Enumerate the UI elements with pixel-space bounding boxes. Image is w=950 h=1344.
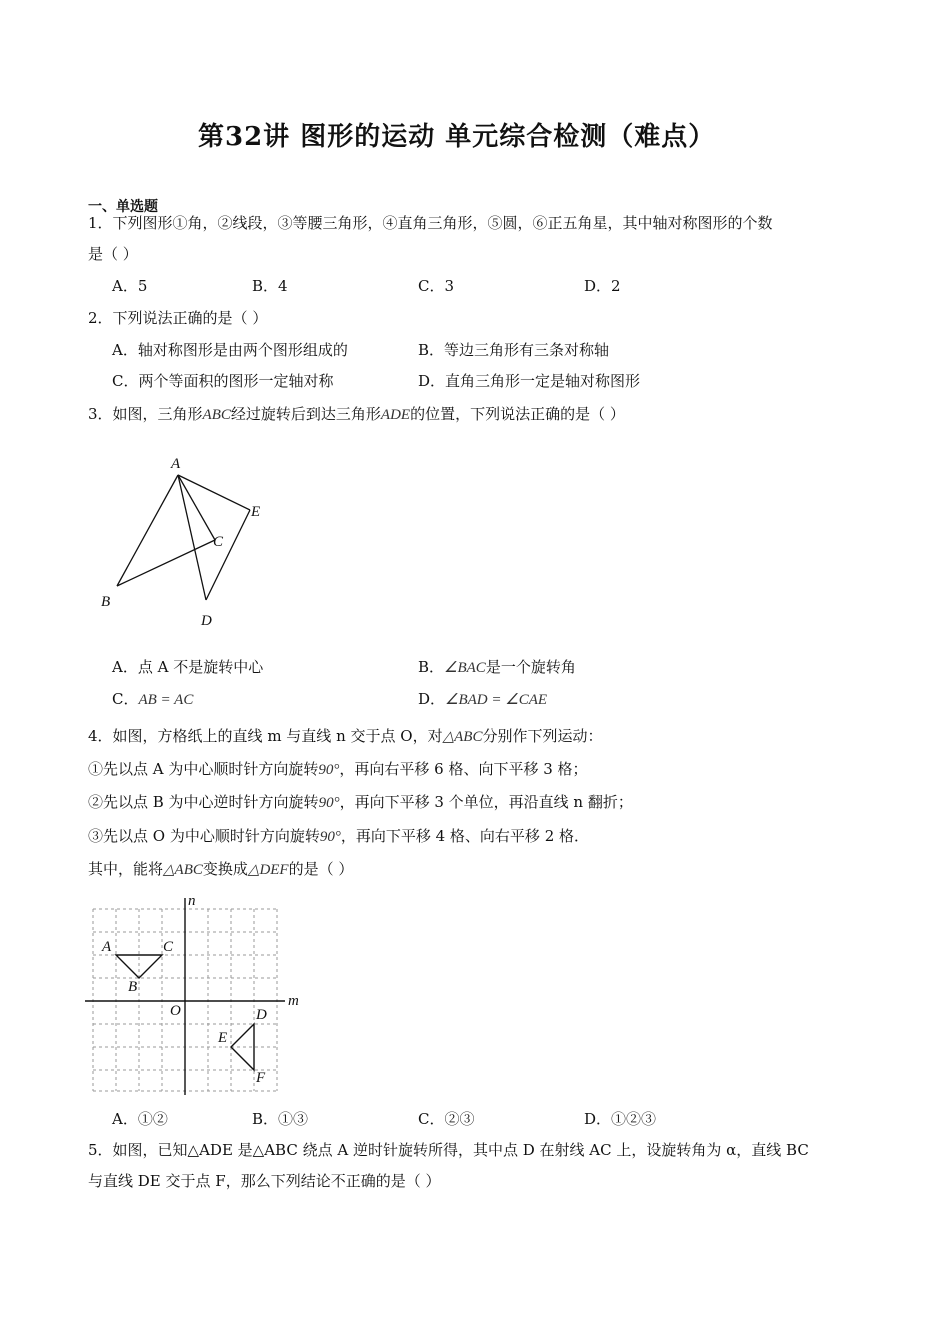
q3-segment-ab: [117, 475, 178, 586]
q4-label-m: m: [288, 993, 299, 1009]
q4-stem-line1: 4．如图，方格纸上的直线 m 与直线 n 交于点 O，对△ABC分别作下列运动：: [88, 727, 603, 745]
q4-label-b: B: [128, 979, 138, 995]
q4-step-1: ①先以点 A 为中心顺时针方向旋转90°，再向右平移 6 格、向下平移 3 格；: [88, 760, 588, 778]
q4-label-o: O: [170, 1003, 181, 1019]
q3-segment-ae: [178, 475, 250, 510]
q4-step-3: ③先以点 O 为中心顺时针方向旋转90°，再向下平移 4 格、向右平移 2 格．: [88, 827, 590, 845]
q4-label-d: D: [256, 1007, 267, 1023]
q4-label-f: F: [256, 1070, 266, 1086]
q2-option-a[interactable]: A．轴对称图形是由两个图形组成的: [112, 341, 348, 359]
q2-option-b[interactable]: B．等边三角形有三条对称轴: [418, 341, 610, 359]
q1-stem-line1: 1．下列图形①角，②线段，③等腰三角形，④直角三角形，⑤圆，⑥正五角星，其中轴对称图形的个数: [88, 214, 773, 232]
q4-grid-figure: [80, 890, 310, 1102]
q2-stem: 2．下列说法正确的是（ ）: [88, 309, 268, 327]
q3-segment-bc: [117, 540, 215, 586]
q3-option-d[interactable]: D．∠BAD = ∠CAE: [418, 690, 548, 708]
q1-option-b[interactable]: B．4: [252, 277, 288, 295]
q1-option-d[interactable]: D．2: [584, 277, 621, 295]
q3-label-e: E: [251, 504, 261, 520]
q1-option-a[interactable]: A．5: [112, 277, 148, 295]
q5-stem-line1: 5．如图，已知△ADE 是△ABC 绕点 A 逆时针旋转所得，其中点 D 在射线 AC 上，设旋转角为 α，直线 BC: [88, 1141, 809, 1159]
q3-math-abc: ABC: [202, 407, 231, 423]
q1-stem-line2: 是（ ）: [88, 245, 138, 263]
q3-label-d: D: [201, 613, 212, 629]
q3-math-ade: ADE: [380, 407, 411, 423]
q4-option-d[interactable]: D．①②③: [584, 1110, 657, 1128]
q4-label-a: A: [102, 939, 112, 955]
q4-option-a[interactable]: A．①②: [112, 1110, 168, 1128]
q4-label-e: E: [218, 1030, 228, 1046]
section-heading: 一、单选题: [88, 199, 158, 215]
q3-label-c: C: [213, 534, 224, 550]
q4-step-2: ②先以点 B 为中心逆时针方向旋转90°，再向下平移 3 个单位，再沿直线 n 翻折；: [88, 793, 633, 811]
q3-segment-ad: [178, 475, 206, 600]
q5-stem-line2: 与直线 DE 交于点 F，那么下列结论不正确的是（ ）: [88, 1172, 441, 1190]
q3-label-a: A: [171, 456, 181, 472]
q2-option-c[interactable]: C．两个等面积的图形一定轴对称: [112, 372, 334, 390]
q3-stem: 3．如图，三角形ABC经过旋转后到达三角形ADE的位置，下列说法正确的是（ ）: [88, 405, 625, 423]
q1-option-c[interactable]: C．3: [418, 277, 455, 295]
q4-option-b[interactable]: B．①③: [252, 1110, 309, 1128]
q3-segment-de: [206, 510, 250, 600]
q3-figure: [95, 448, 275, 633]
q3-option-b[interactable]: B．∠BAC是一个旋转角: [418, 658, 576, 676]
page-title: 第32讲 图形的运动 单元综合检测（难点）: [198, 122, 716, 152]
q4-option-c[interactable]: C．②③: [418, 1110, 475, 1128]
q2-option-d[interactable]: D．直角三角形一定是轴对称图形: [418, 372, 641, 390]
q3-option-a[interactable]: A．点 A 不是旋转中心: [112, 658, 264, 676]
q4-label-c: C: [163, 939, 174, 955]
q3-label-b: B: [101, 594, 111, 610]
q4-label-n: n: [188, 893, 196, 909]
q4-question: 其中，能将△ABC变换成△DEF的是（ ）: [88, 860, 354, 878]
q3-option-c[interactable]: C．AB = AC: [112, 690, 194, 708]
q3-segment-ac: [178, 475, 215, 540]
